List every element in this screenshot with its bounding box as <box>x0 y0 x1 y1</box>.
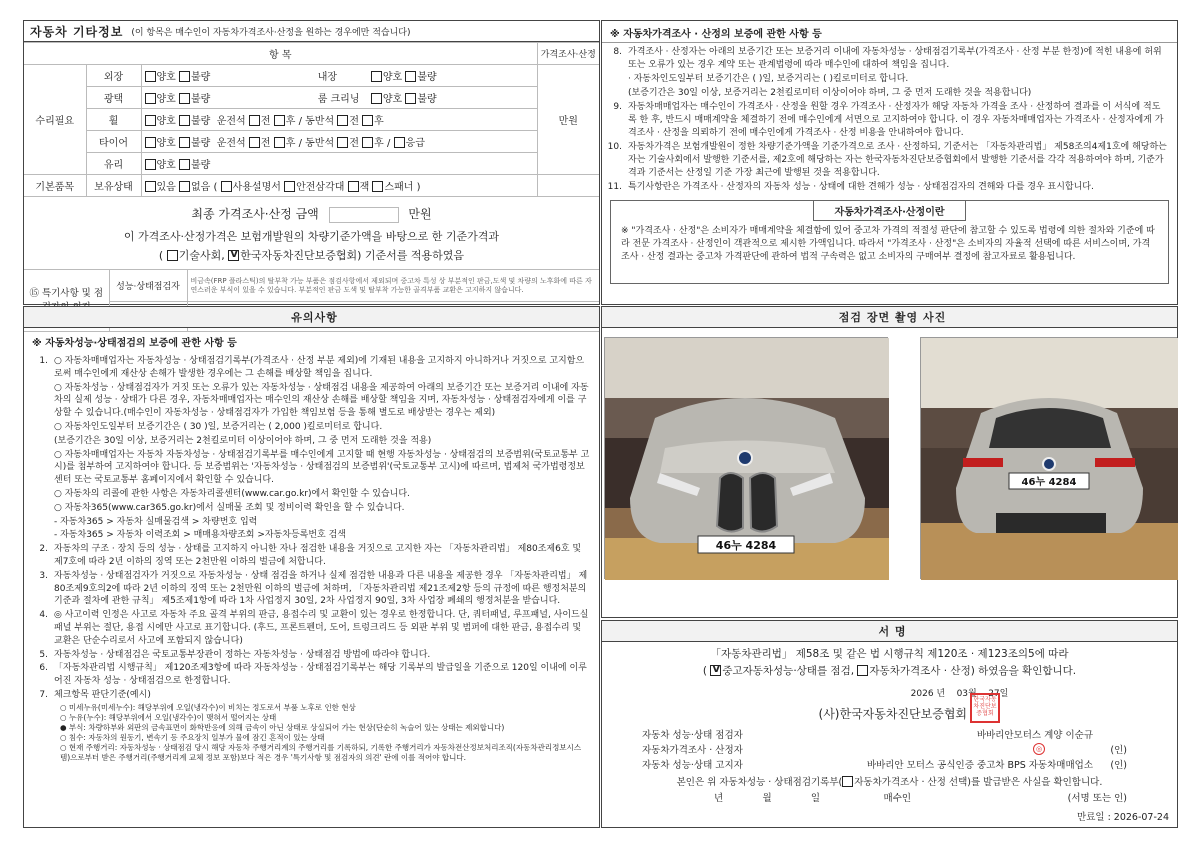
guarantee-item-text: 자동차매매업자는 매수인이 가격조사 · 산정을 원할 경우 가격조사 · 산정자가 해당 자동차 가격을 조사 · 산정하여 결과를 이 서식에 적도록 한 후, 반드시 매매계약을 체결하기 전에 매수인에게 서면으로 고지하여야 합니다. 이 경우 자동차매매업자는 가격조사 · 산정자에게 가격조사 · 산정을 의뢰하기 전에 매수인에게 가격조사 · 산정 비용을 안내하여야 합니다. <box>628 102 1164 138</box>
basis-tail: 기준서를 적용하였음 <box>364 249 465 262</box>
none-label: 없음 <box>191 182 211 193</box>
opt-label: 불량 <box>191 116 211 127</box>
wheel-driver-rear-checkbox[interactable] <box>274 115 285 126</box>
spanner-label: 스패너 <box>384 182 414 193</box>
guarantee-item <box>602 101 1177 140</box>
opt-label: 불량 <box>417 94 437 105</box>
tire-emergency-checkbox[interactable] <box>394 137 405 148</box>
opt-label: 양호 <box>156 138 176 149</box>
guarantee-item-text: 가격조사 · 산정자는 아래의 보증기간 또는 보증거리 이내에 자동차성능 · 상태점검기록부(가격조사 · 산정 부분 한정)에 적힌 내용에 허위 또는 오류가 있는 경우 계약 또는 관계법령에 따라 매수인에 대하여 책임을 집니다. <box>628 47 1162 70</box>
notice-item <box>24 435 599 448</box>
interior-bad-checkbox[interactable] <box>405 71 416 82</box>
guarantee-item-num <box>606 87 628 100</box>
basic-price-cell <box>537 175 599 197</box>
notice-item <box>24 421 599 434</box>
vehicle-other-info-panel <box>23 20 600 305</box>
buyer-date-y: 년 <box>714 793 724 804</box>
inspector-seal-icon: ◎ <box>1033 743 1045 755</box>
basic-items-label: 기본품목 <box>24 175 86 197</box>
final-price-label: 최종 가격조사·산정 금액 <box>191 207 319 221</box>
buyer-label: 매수인 <box>883 793 912 804</box>
notice-item-num: 1. <box>39 356 48 366</box>
other-info-header <box>24 21 599 42</box>
inspector-opinion-label: 성능·상태점검자 <box>109 270 187 302</box>
signature-header-title: 서 명 <box>878 625 907 638</box>
glass-bad-checkbox[interactable] <box>179 159 190 170</box>
exterior-bad-checkbox[interactable] <box>179 71 190 82</box>
guarantee-item-num: 11. <box>607 182 622 192</box>
signature-row-name: 바바리안모터스 계양 이순규 <box>976 730 1093 741</box>
signature-confirm-line: ( V중고자동차성능·상태를 점검, 자동차가격조사 · 산정) 하였음을 확인합니다. <box>602 661 1177 678</box>
rear-label: 후 <box>374 116 384 127</box>
price-basis-line1: 이 가격조사·산정가격은 보험개발원의 차량기준가액을 바탕으로 한 기준가격과 <box>123 230 500 243</box>
gloss-good-checkbox[interactable] <box>145 93 156 104</box>
guarantee-item-text: (보증기간은 30일 이상, 보증거리는 2천킬로미터 이상이어야 하며, 그 중 먼저 도래한 것을 적용합니다) <box>628 88 1032 98</box>
basis-opt1-label: 기술사회 <box>178 249 222 262</box>
opt-label: 양호 <box>156 160 176 171</box>
triangle-label: 안전삼각대 <box>296 182 345 193</box>
signature-row-sign: (인) <box>1110 760 1127 771</box>
guarantee-item <box>602 87 1177 100</box>
front-photo <box>604 337 888 579</box>
triangle-checkbox[interactable] <box>284 181 295 192</box>
notice-item-num <box>32 529 54 542</box>
front-label: 전 <box>260 116 271 127</box>
sig-opt1: 중고자동차성능·상태를 점검, <box>722 665 855 677</box>
tire-pass-front-checkbox[interactable] <box>337 137 348 148</box>
signature-row-name <box>792 743 1107 758</box>
gloss-room-row <box>141 87 537 109</box>
final-price-field[interactable] <box>329 207 399 223</box>
notice-item-text: 체크항목 판단기준(예시) <box>54 689 151 700</box>
basis-tech-checkbox[interactable] <box>167 250 178 261</box>
opt-label: 양호 <box>382 72 403 83</box>
buyer-row <box>602 788 1177 806</box>
tire-label: 타이어 <box>86 131 141 153</box>
front-label: 전 <box>349 116 359 127</box>
exterior-interior-row <box>141 65 537 87</box>
driver-seat-label: 운전석 <box>216 116 246 127</box>
notice-item-text: ○ 자동차365(www.car365.go.kr)에서 실매물 조회 및 정비이력 확인을 할 수 있습니다. <box>54 502 405 513</box>
signature-row <box>642 728 1127 743</box>
signature-rows <box>602 722 1177 773</box>
price-guarantee-panel <box>601 20 1178 305</box>
criteria-item: ○ 누유(누수): 해당부위에서 오일(냉각수)이 맺혀서 떨어지는 상태 <box>60 712 277 722</box>
notice-item <box>24 543 599 569</box>
rear-plate-text: 46누 4284 <box>1021 477 1077 488</box>
notice-header <box>24 307 599 328</box>
notice-item-num: 7. <box>39 689 48 700</box>
notice-item-text: ○ 자동차성능 · 상태점검자가 거짓 또는 오류가 있는 자동차성능 · 상태점검 내용을 제공하여 아래의 보증기간 또는 보증거리 이내에 자동차의 실제 성능 · 상태가 다른 경우, 자동차매매업자는 매수인의 재산상 손해를 배상할 책임을 지며, 자동차성능 · 상태점검자에게 이를 구상할 수 있습니다.(매수인이 자동차성능 · 상태점검자가 가입한 책임보험 등을 통해 별도로 배상받는 경우는 제외) <box>54 382 589 419</box>
photo-header-title: 점검 장면 촬영 사진 <box>838 311 947 324</box>
col-price-header: 가격조사·산정 <box>537 43 599 65</box>
sig-month: 03 <box>956 689 969 699</box>
notice-item-text: (보증기간은 30일 이상, 보증거리는 2천킬로미터 이상이어야 하며, 그 중 먼저 도래한 것을 적용) <box>54 435 432 446</box>
guarantee-item-text: 특기사항란은 가격조사 · 산정자의 자동차 성능 · 상태에 대한 견해가 성능 · 상태점검자의 견해와 다를 경우 표시합니다. <box>628 182 1094 192</box>
wheel-pass-front-checkbox[interactable] <box>337 115 348 126</box>
price-basis-line2: ( 기술사회, V한국자동차진단보증협회) 기준서를 적용하였음 <box>24 244 599 266</box>
signature-org: (사)한국자동차진단보증협회 <box>818 707 967 721</box>
wheel-bad-checkbox[interactable] <box>179 115 190 126</box>
price-definition-title-wrap <box>611 200 1168 221</box>
receipt-text: 본인은 위 자동차성능 · 상태점검기록부( <box>676 777 843 788</box>
room-good-checkbox[interactable] <box>371 93 382 104</box>
org-seal: 한국자동차진단보증협회 <box>970 693 1000 723</box>
notice-item-num: 5. <box>39 649 48 660</box>
col-item-header: 항 목 <box>24 43 537 65</box>
criteria-item: ○ 현재 주행거리: 자동차성능 · 상태점검 당시 해당 자동차 주행거리계의 주행거리를 기록하되, 기록한 주행거리가 자동차전산정보처리조직(자동차관리정보시스템)으로부터 받은 주행거리(주행거리계 교체 정보 포함)보다 적은 경우 '특기사항 및 점검자의 의견' 란에 이를 적어야 합니다. <box>60 742 582 762</box>
receipt-line <box>602 773 1177 788</box>
notice-item <box>24 609 599 647</box>
buyer-date-d: 일 <box>810 793 821 804</box>
notice-item <box>24 662 599 688</box>
criteria-item: ● 부식: 차량하부와 외판의 금속표면이 화학반응에 의해 금속이 아닌 상태로 상실되어 가는 현상(단순히 녹슬어 있는 상태는 제외합니다) <box>60 722 505 732</box>
glass-row <box>141 153 537 175</box>
rear-label: 후 <box>374 138 384 149</box>
rear-label: 후 <box>285 116 296 127</box>
criteria-item: ○ 미세누유(미세누수): 해당부위에 오일(냉각수)이 비치는 정도로서 부품 노후로 인한 현상 <box>60 702 356 712</box>
exterior-label: 외장 <box>86 65 141 87</box>
sig-day: 27 <box>988 689 1000 699</box>
opt-label: 양호 <box>156 94 176 105</box>
wheel-pass-rear-checkbox[interactable] <box>362 115 373 126</box>
receipt-price-checkbox[interactable] <box>842 776 853 787</box>
notice-item-num <box>32 421 54 434</box>
passenger-seat-label: / 동반석 <box>298 138 335 149</box>
wheel-good-checkbox[interactable] <box>145 115 156 126</box>
notice-item-text: 「자동차관리법 시행규칙」 제120조제3항에 따라 자동차성능 · 상태점검기록부는 해당 기록부의 발급일을 기준으로 120일 이내에 이루어진 자동차 성능 · 상태점검으로 한정합니다. <box>54 663 587 687</box>
tire-pass-rear-checkbox[interactable] <box>362 137 373 148</box>
photo-panel <box>601 306 1178 618</box>
notice-item-text: ◎ 사고이력 인정은 사고로 자동차 주요 골격 부위의 판금, 용접수리 및 교환이 있는 경우로 한정합니다. 단, 쿼터패널, 루프패널, 사이드실패널 부위는 절단, 용접 시에만 사고로 표기합니다. (후드, 프론트펜더, 도어, 트렁크리드 등 외판 부위 및 범퍼에 대한 판금, 용접수리 및 교환은 단순수리로서 사고에 포함되지 않습니다) <box>54 610 589 646</box>
other-info-table <box>24 42 599 197</box>
jack-label: 잭 <box>359 182 370 193</box>
opt-label: 불량 <box>191 94 211 105</box>
signature-date <box>602 678 1177 699</box>
signature-panel <box>601 620 1178 828</box>
notice-item-num <box>32 435 54 448</box>
price-definition-text: ※ "가격조사 · 산정"은 소비자가 매매계약을 체결함에 있어 중고차 가격의 적절성 판단에 참고할 수 있도록 법령에 의한 절차와 기준에 따라 전문 가격조사 · 산정인이 객관적으로 제시한 가액입니다. 따라서 "가격조사 · 산정"은 소비자의 자율적 선택에 따른 서비스이며, 가격조사 · 산정 결과는 중고차 가격판단에 관하여 법적 구속력은 없고 소비자의 구매여부 결정에 참고자료로 활용됩니다. <box>621 226 1155 262</box>
possession-label: 보유상태 <box>86 175 141 197</box>
price-check-checkbox[interactable] <box>857 665 868 676</box>
interior-good-checkbox[interactable] <box>371 71 382 82</box>
notice-item <box>24 502 599 515</box>
signature-row-name: 바바리안 모터스 공식인증 중고차 BPS 자동차매매업소 <box>866 760 1093 771</box>
opt-label: 불량 <box>191 138 211 149</box>
notice-item <box>24 355 599 381</box>
rear-photo <box>920 337 1177 579</box>
other-info-title: 자동차 기타정보 <box>30 24 124 39</box>
notice-item <box>24 516 599 529</box>
guarantee-item-num: 9. <box>613 102 622 112</box>
final-price-row <box>24 197 599 225</box>
notice-item-num <box>32 502 54 515</box>
notice-item <box>24 689 599 702</box>
jack-checkbox[interactable] <box>348 181 359 192</box>
tire-driver-rear-checkbox[interactable] <box>274 137 285 148</box>
front-label: 전 <box>260 138 271 149</box>
guarantee-item-text: · 자동차인도일부터 보증기간은 ( )일, 보증거리는 ( )킬로미터로 합니다. <box>628 74 909 84</box>
repair-needed-label: 수리필요 <box>24 65 86 175</box>
signature-row-label: 자동차 성능·상태 고지자 <box>642 760 743 771</box>
signature-row <box>642 743 1127 758</box>
front-label: 전 <box>349 138 359 149</box>
notice-item-text: ○ 자동차매매업자는 자동차성능 · 상태점검기록부(가격조사 · 산정 부분 제외)에 기재된 내용을 고지하지 아니하거나 거짓으로 고지함으로써 매수인에게 재산상 손해가 발생한 경우에는 그 손해를 배상할 책임을 집니다. <box>54 356 585 379</box>
notice-criteria <box>24 703 599 763</box>
basis-opt2-label: 한국자동차진단보증협회 <box>240 249 358 262</box>
buyer-sign: (서명 또는 인) <box>1067 793 1127 804</box>
notice-item-num <box>32 488 54 501</box>
inspector-opinion-text: 비금속(FRP 플라스틱)의 탈부착 가능 부품은 점검사항에서 제외되며 중고차 특성 상 부분적인 판금,도색 및 차량의 노후화에 따른 자연스러운 부식이 있을 수 있습니다. 부분적인 판금 도색 및 탈부착 가능한 골격부품 교환은 고지하지 않습니다. <box>187 270 599 302</box>
photo-header <box>602 307 1177 328</box>
front-car-image <box>605 338 889 580</box>
notice-item-text: ○ 자동차의 리콜에 관한 사항은 자동차리콜센터(www.car.go.kr)에서 확인할 수 있습니다. <box>54 488 410 499</box>
gloss-bad-checkbox[interactable] <box>179 93 190 104</box>
criteria-item: ○ 침수: 자동차의 원동기, 변속기 등 주요장치 일부가 물에 잠긴 흔적이 있는 상태 <box>60 732 325 742</box>
notice-item-text: 자동차의 구조 · 장치 등의 성능 · 상태를 고지하지 아니한 자나 점검한 내용을 거짓으로 고지한 자는 「자동차관리법」 제80조제6호 및 제7호에 따라 2년 이하의 징역 또는 2천만원 이하의 벌금에 처합니다. <box>54 544 582 567</box>
notice-title: ※ 자동차성능·상태점검의 보증에 관한 사항 등 <box>32 338 237 349</box>
signature-row <box>642 758 1127 773</box>
notice-item-text: ○ 자동차매매업자는 자동차 자동차성능 · 상태점검기록부를 매수인에게 고지할 때 현행 자동차성능 · 상태점검의 보증범위(국토교통부 고시)를 첨부하여 고지하여야 합니다. 등 보증범위는 '자동차성능 · 상태점검의 보증범위'(국토교통부 고시)에 따르며, 법제처 국가법령정보센터 또는 국토교통부 홈페이지에서 확인할 수 있습니다. <box>54 449 590 486</box>
notice-item-num: 6. <box>39 663 48 674</box>
emergency-label: 응급 <box>405 138 425 149</box>
possession-row: 있음 없음 ( 사용설명서 안전삼각대 잭 스패너 ) <box>141 175 537 197</box>
sig-year-unit: 년 <box>936 689 946 699</box>
price-definition-title: 자동차가격조사·산정이란 <box>813 200 965 221</box>
notice-item-text: 자동차성능 · 상태점검은 국토교통부장관이 정하는 자동차성능 · 상태점검 방법에 따라야 합니다. <box>54 649 431 660</box>
notice-item-num <box>32 449 54 487</box>
guarantee-item <box>602 73 1177 86</box>
buyer-date-m: 월 <box>762 793 772 804</box>
wheel-driver-front-checkbox[interactable] <box>249 115 260 126</box>
notice-item <box>24 570 599 608</box>
manual-label: 사용설명서 <box>232 182 281 193</box>
price-definition-box <box>610 200 1169 284</box>
notice-item <box>24 529 599 542</box>
rear-label: 후 <box>285 138 296 149</box>
special-notes-label: ⑮ 특기사항 및 점 <box>24 270 109 332</box>
opt-label: 불량 <box>417 72 437 83</box>
gloss-label: 광택 <box>86 87 141 109</box>
expire-date: 만료일 : 2026-07-24 <box>1077 812 1169 823</box>
glass-label: 유리 <box>86 153 141 175</box>
signature-law-line: 「자동차관리법」 제58조 및 같은 법 시행규칙 제120조 · 제123조의5에 따라 <box>710 648 1069 660</box>
notice-item-text: - 자동차365 > 자동차 실매물검색 > 차량번호 입력 <box>54 516 258 527</box>
sig-opt2: 자동차가격조사 · 산정) 하였음을 확인합니다. <box>869 665 1077 677</box>
guarantee-item-num: 8. <box>613 47 622 57</box>
opt-label: 양호 <box>156 72 176 83</box>
signature-header <box>602 621 1177 642</box>
signature-row-sign: (인) <box>1110 745 1127 756</box>
none-checkbox[interactable] <box>179 181 190 192</box>
notice-item-num <box>32 516 54 529</box>
notice-items <box>24 349 599 702</box>
driver-seat-label: 운전석 <box>216 138 246 149</box>
has-checkbox[interactable] <box>145 181 156 192</box>
guarantee-item <box>602 141 1177 180</box>
glass-good-checkbox[interactable] <box>145 159 156 170</box>
sig-day-unit: 일 <box>999 689 1009 699</box>
opt-label: 양호 <box>382 94 403 105</box>
notice-item-text: ○ 자동차인도일부터 보증기간은 ( 30 )일, 보증거리는 ( 2,000 )킬로미터로 합니다. <box>54 421 383 432</box>
wheel-row <box>141 109 537 131</box>
guarantee-item-num <box>606 73 628 86</box>
rear-car-image <box>921 338 1178 580</box>
signature-row-label: 자동차 성능·상태 점검자 <box>642 730 743 741</box>
notice-item-num: 2. <box>39 544 48 555</box>
notice-item <box>24 449 599 487</box>
notice-item <box>24 382 599 420</box>
signature-row-sign <box>1107 728 1127 743</box>
notice-item-text: - 자동차365 > 자동차 이력조회 > 매매용차량조회 >자동차등록번호 검색 <box>54 530 346 541</box>
tire-driver-front-checkbox[interactable] <box>249 137 260 148</box>
notice-item-num <box>32 382 54 420</box>
price-unit: 만원 <box>537 65 599 175</box>
tire-row: 양호 불량 운전석 전 후 / 동반석 전 후 / 응급 <box>141 131 537 153</box>
signature-row-label: 자동차가격조사 · 산정자 <box>642 745 743 756</box>
notice-item <box>24 488 599 501</box>
notice-item-num: 4. <box>39 610 48 621</box>
other-info-note: (이 항목은 매수인이 자동차가격조사·산정을 원하는 경우에만 적습니다) <box>131 27 411 38</box>
sig-month-unit: 월 <box>968 689 977 699</box>
price-guarantee-title: ※ 자동차가격조사 · 산정의 보증에 관한 사항 등 <box>602 21 1177 43</box>
opt-label: 불량 <box>191 160 211 171</box>
receipt-tail: 자동차가격조사 · 산정 선택)를 발급받은 사실을 확인합니다. <box>854 777 1103 788</box>
guarantee-item <box>602 181 1177 194</box>
interior-label: 내장 <box>317 72 338 83</box>
guarantee-item-num: 10. <box>607 142 622 152</box>
notice-panel <box>23 306 600 828</box>
final-price-unit: 만원 <box>408 207 432 221</box>
opt-label: 양호 <box>156 116 176 127</box>
notice-item-num: 3. <box>39 570 48 581</box>
tire-bad-checkbox[interactable] <box>179 137 190 148</box>
guarantee-item <box>602 46 1177 72</box>
notice-item <box>24 649 599 662</box>
spanner-checkbox[interactable] <box>372 181 383 192</box>
notice-header-title: 유의사항 <box>291 311 338 324</box>
basis-kadi-checkbox[interactable] <box>228 250 239 261</box>
buyer-date <box>714 791 911 806</box>
notice-item-text: 자동차성능 · 상태점검자가 거짓으로 자동차성능 · 상태 점검을 하거나 실제 점검한 내용과 다른 내용을 제공한 경우 「자동차관리법」 제80조제9호의2에 따라 2년 이하의 징역 또는 2천만원 이하의 벌금에 처하며, 「자동차관리법 제21조제2항 등의 규정에 따른 행정처분의 기준과 절차에 관한 규칙」 제5조제1항에 따라 1차 사업정지 30일, 2차 사업정지 90일, 3차 사업장 폐쇄의 행정처분을 받습니다. <box>54 570 588 607</box>
front-plate-text: 46누 4284 <box>715 539 777 552</box>
wheel-label: 휠 <box>86 109 141 131</box>
price-guarantee-items <box>602 43 1177 194</box>
guarantee-item-text: 자동차가격은 보험개발원이 정한 차량기준가액을 기준가격으로 조사 · 산정하되, 기준서는 「자동차관리법」 제58조의4제1호에 해당하는 자는 기술사회에서 발행한 기준서를, 제2호에 해당하는 자는 한국자동차진단보증협회에서 발행한 기준서를 각각 적용하여야 하며, 기준가격과 기준서는 산정일 기준 가장 최근에 발행된 것을 적용합니다. <box>628 142 1167 178</box>
room-clean-label: 룸 크리닝 <box>317 94 360 105</box>
opt-label: 불량 <box>191 72 211 83</box>
used-car-check-checkbox[interactable] <box>710 665 721 676</box>
exterior-good-checkbox[interactable] <box>145 71 156 82</box>
sig-year: 2026 <box>910 689 934 699</box>
manual-checkbox[interactable] <box>221 181 232 192</box>
has-label: 있음 <box>156 182 176 193</box>
passenger-seat-label: / 동반석 <box>298 116 335 127</box>
tire-good-checkbox[interactable] <box>145 137 156 148</box>
room-bad-checkbox[interactable] <box>405 93 416 104</box>
